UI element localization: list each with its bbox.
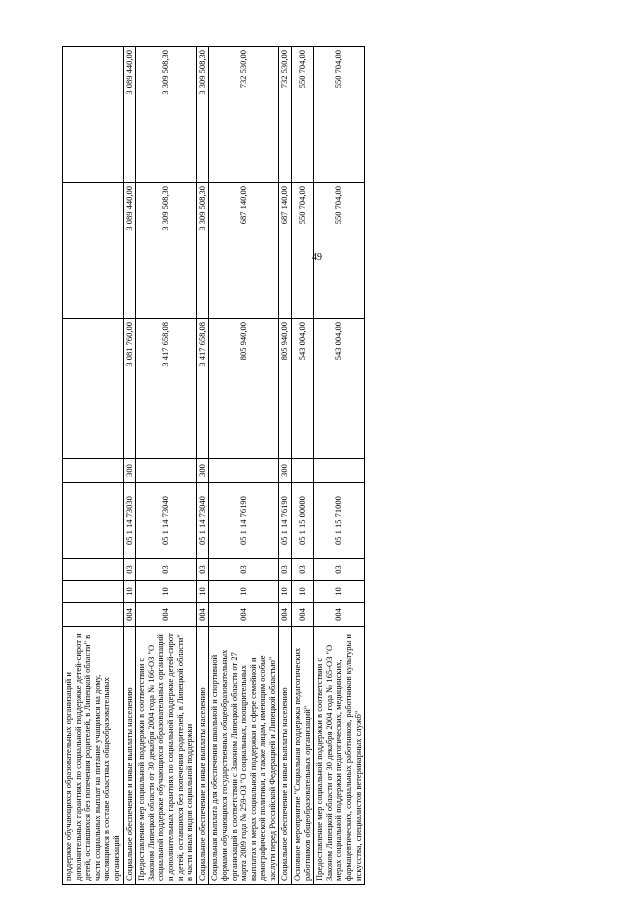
section-code-cell [63, 581, 124, 603]
amount-cell: 732 530,00 [209, 47, 279, 183]
amount-cell: 3 309 508,30 [196, 183, 209, 319]
amount-cell: 550 704,00 [292, 47, 314, 183]
ministry-code-cell [63, 603, 124, 627]
table-row [314, 47, 365, 885]
table-row [123, 47, 136, 885]
rotated-table-wrapper [58, 0, 640, 905]
subsection-code-cell: 03 [136, 559, 197, 581]
ministry-code-cell: 004 [136, 603, 197, 627]
ministry-code-cell: 004 [279, 603, 292, 627]
amount-cell: 687 140,00 [279, 183, 292, 319]
expense-type-cell [136, 459, 197, 483]
section-code-cell: 10 [123, 581, 136, 603]
row-name-cell: Социальное обеспечение и иные выплаты населению [196, 627, 209, 885]
target-article-cell [63, 483, 124, 559]
target-article-cell: 05 1 14 73040 [196, 483, 209, 559]
target-article-cell: 05 1 14 73040 [136, 483, 197, 559]
page-number: 49 [312, 252, 322, 263]
amount-cell: 550 704,00 [314, 47, 365, 183]
amount-cell: 3 089 440,00 [123, 183, 136, 319]
amount-cell: 3 417 658,08 [196, 319, 209, 459]
amount-cell: 543 004,00 [314, 319, 365, 459]
row-name-cell: поддержке обучающихся образовательных организаций и дополнительных гарантиях по социальной поддержке детей-сирот и детей, оставшихся без попечения родителей, в Липецкой области" в части социальных выплат на питание учащимся на дому, числящимся в составе областных общеобразовательных организаций [63, 627, 124, 885]
amount-cell: 3 081 760,00 [123, 319, 136, 459]
subsection-code-cell [63, 559, 124, 581]
amount-cell: 550 704,00 [314, 183, 365, 319]
row-name-cell: Основное мероприятие "Социальная поддержка педагогических работников общеобразовательных организаций" [292, 627, 314, 885]
row-name-cell: Предоставление мер социальной поддержки в соответствии с Законом Липецкой области от 30 декабря 2004 года № 165-ОЗ "О мерах социальной поддержки педагогических, медицинских, фармацевтических, социальных работников, работников культуры и искусства, специалистов ветеринарных служб" [314, 627, 365, 885]
ministry-code-cell: 004 [314, 603, 365, 627]
amount-cell: 543 004,00 [292, 319, 314, 459]
section-code-cell: 10 [314, 581, 365, 603]
amount-cell: 805 940,00 [209, 319, 279, 459]
amount-cell: 3 309 508,30 [136, 47, 197, 183]
amount-cell: 3 417 658,08 [136, 319, 197, 459]
subsection-code-cell: 03 [123, 559, 136, 581]
amount-cell [63, 183, 124, 319]
table-row [209, 47, 279, 885]
amount-cell: 3 309 508,30 [136, 183, 197, 319]
target-article-cell: 05 1 14 76190 [279, 483, 292, 559]
ministry-code-cell: 004 [196, 603, 209, 627]
amount-cell: 687 140,00 [209, 183, 279, 319]
target-article-cell: 05 1 15 71000 [314, 483, 365, 559]
expense-type-cell: 300 [123, 459, 136, 483]
table-row [196, 47, 209, 885]
row-name-cell: Предоставление мер социальной поддержки в соответствии с Законом Липецкой области от 30 декабря 2004 года № 166-ОЗ "О социальной поддержке обучающихся образовательных организаций и дополнительных гарантиях по социальной поддержке детей-сирот и детей, оставшихся без попечения родителей, в Липецкой области" в части иных видов социальной поддержки [136, 627, 197, 885]
amount-cell: 805 940,00 [279, 319, 292, 459]
amount-cell: 3 309 508,30 [196, 47, 209, 183]
table-row [292, 47, 314, 885]
amount-cell: 732 530,00 [279, 47, 292, 183]
subsection-code-cell: 03 [209, 559, 279, 581]
section-code-cell: 10 [209, 581, 279, 603]
row-name-cell: Социальное обеспечение и иные выплаты населению [279, 627, 292, 885]
expense-type-cell: 300 [279, 459, 292, 483]
amount-cell [63, 319, 124, 459]
table-row [279, 47, 292, 885]
subsection-code-cell: 03 [292, 559, 314, 581]
section-code-cell: 10 [136, 581, 197, 603]
target-article-cell: 05 1 14 73030 [123, 483, 136, 559]
row-name-cell: Социальная выплата для обеспечения школьной и спортивной формами обучающихся государственных общеобразовательных организаций в соответствии с Законом Липецкой области от 27 марта 2009 года № 259-ОЗ "О социальных, поощрительных выплатах и мерах социальной поддержки в сфере семейной и демографической политики, а также лицам, имеющим особые заслуги перед Российской Федерацией и Липецкой областью" [209, 627, 279, 885]
expense-type-cell [209, 459, 279, 483]
ministry-code-cell: 004 [123, 603, 136, 627]
target-article-cell: 05 1 15 00000 [292, 483, 314, 559]
expense-type-cell [63, 459, 124, 483]
table-row [136, 47, 197, 885]
target-article-cell: 05 1 14 76190 [209, 483, 279, 559]
table-row [63, 47, 124, 885]
section-code-cell: 10 [279, 581, 292, 603]
ministry-code-cell: 004 [209, 603, 279, 627]
amount-cell [63, 47, 124, 183]
amount-cell: 3 089 440,00 [123, 47, 136, 183]
subsection-code-cell: 03 [196, 559, 209, 581]
ministry-code-cell: 004 [292, 603, 314, 627]
budget-table [62, 46, 365, 885]
expense-type-cell: 300 [196, 459, 209, 483]
row-name-cell: Социальное обеспечение и иные выплаты населению [123, 627, 136, 885]
section-code-cell: 10 [196, 581, 209, 603]
subsection-code-cell: 03 [279, 559, 292, 581]
section-code-cell: 10 [292, 581, 314, 603]
subsection-code-cell: 03 [314, 559, 365, 581]
expense-type-cell [292, 459, 314, 483]
amount-cell: 550 704,00 [292, 183, 314, 319]
expense-type-cell [314, 459, 365, 483]
